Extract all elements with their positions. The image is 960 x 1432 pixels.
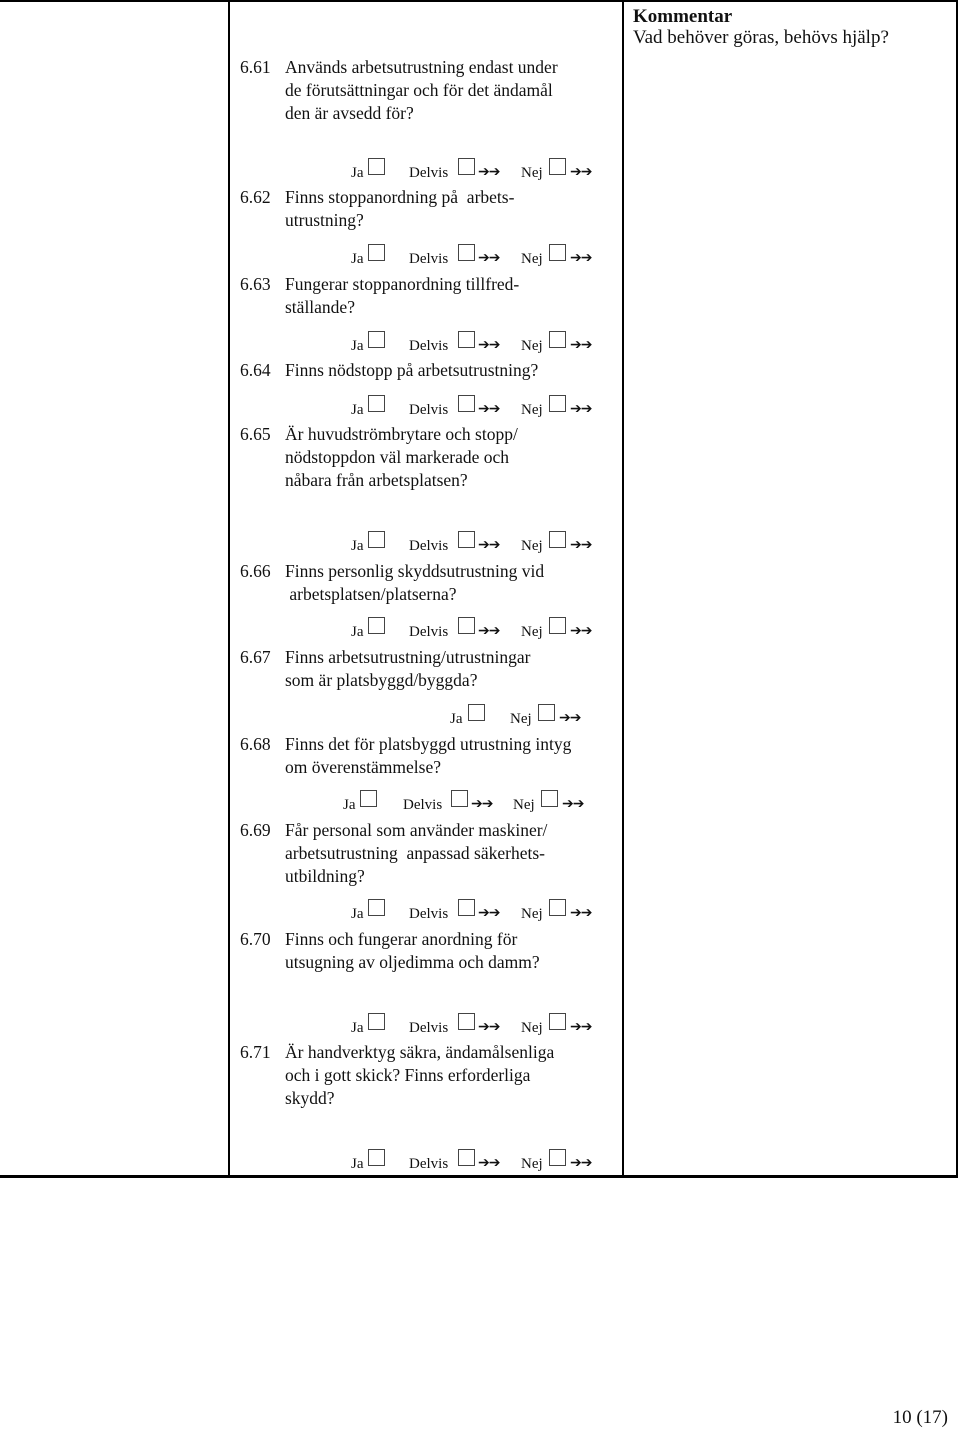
- checkbox-ja[interactable]: [368, 617, 385, 634]
- option-ja-label: Ja: [450, 711, 463, 727]
- checkbox-ja[interactable]: [360, 790, 377, 807]
- checkbox-ja[interactable]: [368, 158, 385, 175]
- option-ja-label: Ja: [351, 538, 364, 554]
- checkbox-nej[interactable]: [541, 790, 558, 807]
- arrow-icon: ➔➔: [570, 251, 592, 266]
- arrow-icon: ➔➔: [478, 624, 500, 639]
- option-nej-label: Nej: [521, 402, 543, 418]
- option-delvis-label: Delvis: [409, 1020, 449, 1036]
- option-nej-label: Nej: [521, 1020, 543, 1036]
- arrow-icon: ➔➔: [559, 711, 581, 726]
- checkbox-ja[interactable]: [368, 331, 385, 348]
- checkbox-delvis[interactable]: [458, 331, 475, 348]
- checkbox-nej[interactable]: [549, 395, 566, 412]
- option-delvis-label: Delvis: [409, 538, 449, 554]
- checkbox-delvis[interactable]: [458, 531, 475, 548]
- checkbox-ja[interactable]: [368, 1149, 385, 1166]
- question-number: 6.70: [240, 929, 271, 949]
- checkbox-delvis[interactable]: [458, 1013, 475, 1030]
- option-nej-label: Nej: [521, 538, 543, 554]
- checkbox-ja[interactable]: [368, 395, 385, 412]
- option-nej-label: Nej: [521, 906, 543, 922]
- arrow-icon: ➔➔: [478, 338, 500, 353]
- checkbox-nej[interactable]: [549, 617, 566, 634]
- checkbox-nej[interactable]: [549, 531, 566, 548]
- question-text: Finns personlig skyddsutrustning vid arbetsplatsen/platserna?: [285, 561, 545, 604]
- option-delvis-label: Delvis: [403, 797, 443, 813]
- option-delvis-label: Delvis: [409, 402, 449, 418]
- arrow-icon: ➔➔: [478, 906, 500, 921]
- checkbox-delvis[interactable]: [458, 244, 475, 261]
- question-number: 6.68: [240, 734, 271, 754]
- question-text: Finns arbetsutrustning/utrustningar som är platsbyggd/byggda?: [285, 647, 531, 690]
- checkbox-delvis[interactable]: [458, 1149, 475, 1166]
- question-text: Finns och fungerar anordning för utsugning av oljedimma och damm?: [285, 929, 540, 972]
- option-nej-label: Nej: [521, 624, 543, 640]
- question-number: 6.62: [240, 187, 271, 207]
- checkbox-nej[interactable]: [549, 158, 566, 175]
- arrow-icon: ➔➔: [478, 165, 500, 180]
- question-number: 6.69: [240, 820, 271, 840]
- arrow-icon: ➔➔: [478, 251, 500, 266]
- comment-title: Kommentar: [633, 6, 733, 27]
- question-number: 6.65: [240, 424, 271, 444]
- top-border: [0, 0, 958, 2]
- option-delvis-label: Delvis: [409, 624, 449, 640]
- question-text: Finns stoppanordning på arbets- utrustning?: [285, 187, 515, 230]
- checkbox-delvis[interactable]: [458, 395, 475, 412]
- option-nej-label: Nej: [521, 1156, 543, 1172]
- option-nej-label: Nej: [513, 797, 535, 813]
- question-number: 6.66: [240, 561, 271, 581]
- question-text: Är huvudströmbrytare och stopp/ nödstoppdon väl markerade och nåbara från arbetsplatsen?: [285, 424, 518, 490]
- arrow-icon: ➔➔: [570, 624, 592, 639]
- arrow-icon: ➔➔: [478, 402, 500, 417]
- checkbox-nej[interactable]: [549, 1013, 566, 1030]
- option-ja-label: Ja: [351, 1020, 364, 1036]
- arrow-icon: ➔➔: [570, 906, 592, 921]
- arrow-icon: ➔➔: [570, 165, 592, 180]
- option-ja-label: Ja: [351, 165, 364, 181]
- question-number: 6.63: [240, 274, 271, 294]
- question-number: 6.64: [240, 360, 271, 380]
- option-delvis-label: Delvis: [409, 906, 449, 922]
- checkbox-ja[interactable]: [368, 899, 385, 916]
- checkbox-delvis[interactable]: [458, 158, 475, 175]
- question-text: Används arbetsutrustning endast under de förutsättningar och för det ändamål den är avsedd för?: [285, 57, 558, 123]
- arrow-icon: ➔➔: [562, 797, 584, 812]
- question-text: Finns det för platsbyggd utrustning intyg om överenstämmelse?: [285, 734, 572, 777]
- option-delvis-label: Delvis: [409, 338, 449, 354]
- checkbox-ja[interactable]: [368, 244, 385, 261]
- checkbox-ja[interactable]: [468, 704, 485, 721]
- arrow-icon: ➔➔: [478, 1156, 500, 1171]
- option-nej-label: Nej: [521, 165, 543, 181]
- arrow-icon: ➔➔: [570, 1020, 592, 1035]
- question-number: 6.71: [240, 1042, 271, 1062]
- option-nej-label: Nej: [521, 338, 543, 354]
- checkbox-delvis[interactable]: [451, 790, 468, 807]
- arrow-icon: ➔➔: [478, 1020, 500, 1035]
- left-column-divider: [228, 0, 230, 1178]
- arrow-icon: ➔➔: [570, 1156, 592, 1171]
- question-number: 6.67: [240, 647, 271, 667]
- option-ja-label: Ja: [351, 402, 364, 418]
- question-number: 6.61: [240, 57, 271, 77]
- question-text: Fungerar stoppanordning tillfred- ställande?: [285, 274, 520, 317]
- option-ja-label: Ja: [351, 251, 364, 267]
- checkbox-nej[interactable]: [549, 331, 566, 348]
- middle-column-divider: [622, 0, 624, 1178]
- option-nej-label: Nej: [510, 711, 532, 727]
- page-number: 10 (17): [892, 1407, 948, 1428]
- option-ja-label: Ja: [351, 1156, 364, 1172]
- arrow-icon: ➔➔: [570, 338, 592, 353]
- bottom-border: [0, 1175, 958, 1178]
- option-ja-label: Ja: [343, 797, 356, 813]
- question-text: Får personal som använder maskiner/ arbetsutrustning anpassad säkerhets- utbildning?: [285, 820, 548, 886]
- checkbox-nej[interactable]: [538, 704, 555, 721]
- checkbox-nej[interactable]: [549, 899, 566, 916]
- arrow-icon: ➔➔: [471, 797, 493, 812]
- checkbox-nej[interactable]: [549, 244, 566, 261]
- question-text: Finns nödstopp på arbetsutrustning?: [285, 360, 539, 380]
- arrow-icon: ➔➔: [570, 538, 592, 553]
- option-ja-label: Ja: [351, 338, 364, 354]
- right-border: [956, 0, 958, 1178]
- checkbox-nej[interactable]: [549, 1149, 566, 1166]
- checkbox-ja[interactable]: [368, 531, 385, 548]
- question-text: Är handverktyg säkra, ändamålsenliga och i gott skick? Finns erforderliga skydd?: [285, 1042, 555, 1108]
- comment-subtitle: Vad behöver göras, behövs hjälp?: [633, 27, 889, 48]
- arrow-icon: ➔➔: [478, 538, 500, 553]
- option-delvis-label: Delvis: [409, 165, 449, 181]
- arrow-icon: ➔➔: [570, 402, 592, 417]
- option-delvis-label: Delvis: [409, 1156, 449, 1172]
- checkbox-ja[interactable]: [368, 1013, 385, 1030]
- checkbox-delvis[interactable]: [458, 617, 475, 634]
- option-delvis-label: Delvis: [409, 251, 449, 267]
- option-nej-label: Nej: [521, 251, 543, 267]
- option-ja-label: Ja: [351, 624, 364, 640]
- option-ja-label: Ja: [351, 906, 364, 922]
- checkbox-delvis[interactable]: [458, 899, 475, 916]
- comment-header: [633, 6, 889, 48]
